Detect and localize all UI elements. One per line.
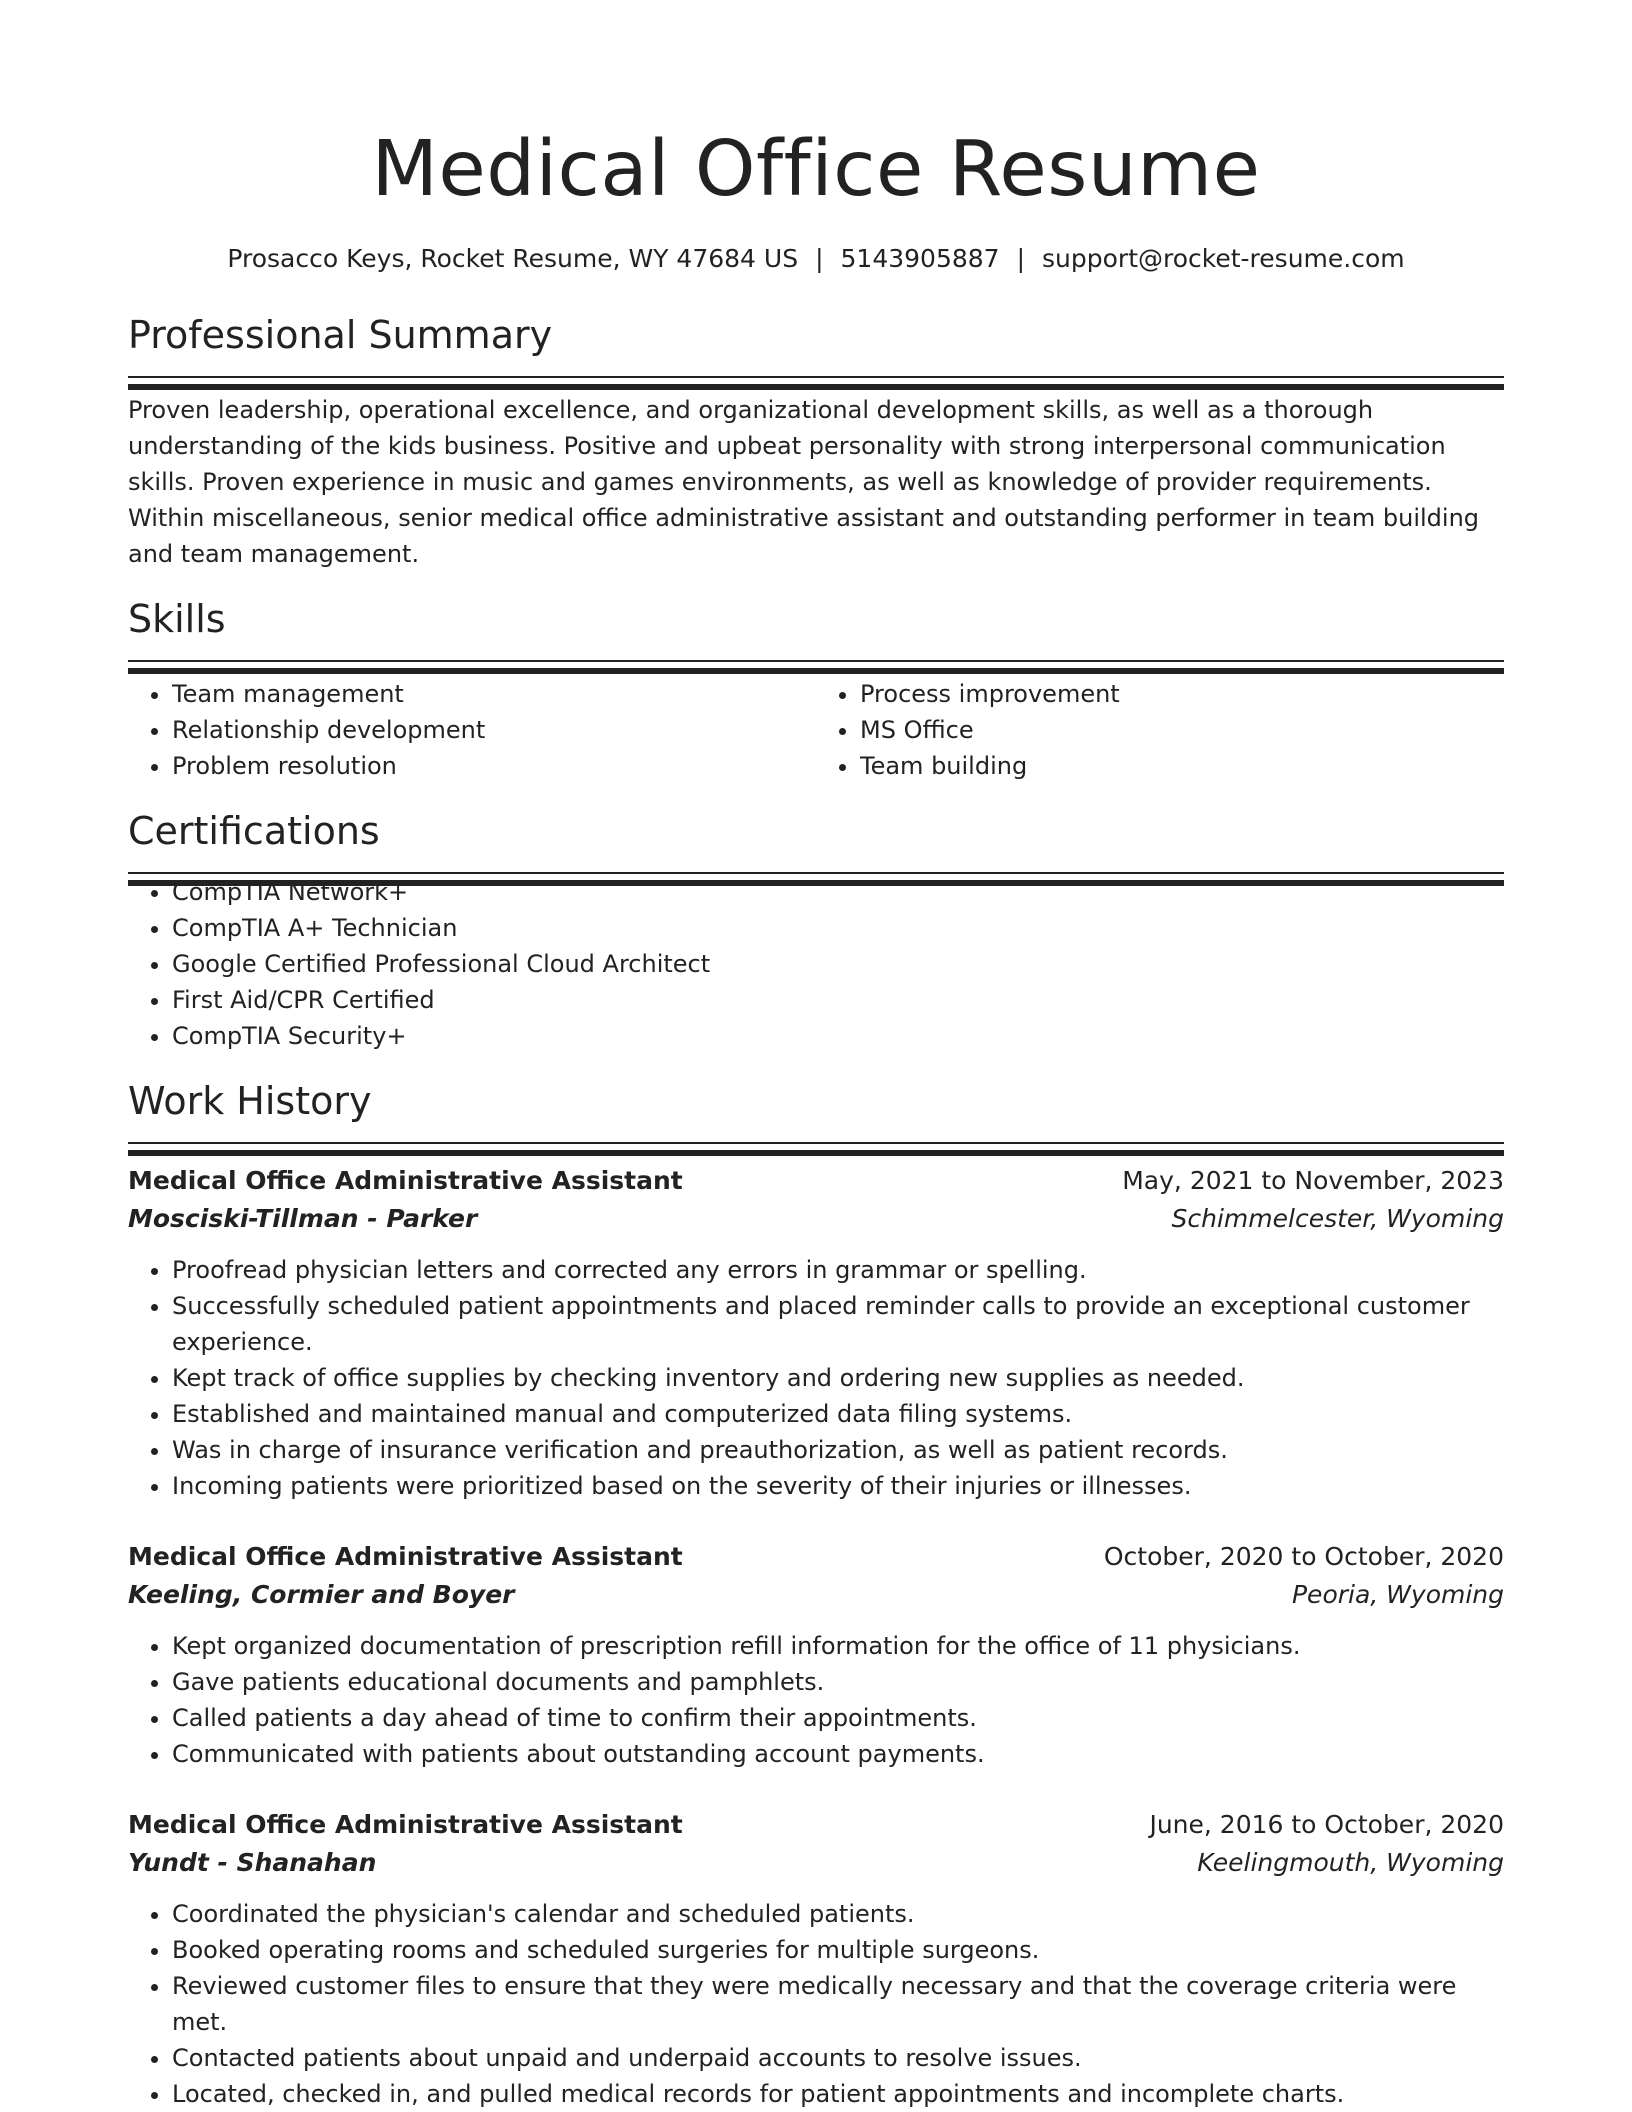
skill-item: • Relationship development (172, 712, 816, 748)
skill-item: • Process improvement (860, 676, 1504, 712)
certifications-list (128, 874, 1504, 1054)
job-duty: • Established and maintained manual and computerized data filing systems. (172, 1396, 1504, 1432)
job-duty: • Incoming patients were prioritized based on the severity of their injuries or illnesses. (172, 1468, 1504, 1504)
job-dates: October, 2020 to October, 2020 (1103, 1542, 1504, 1571)
section-title-work-history: Work History (128, 1079, 372, 1123)
job-subheader-row (128, 1200, 1504, 1238)
section-title-skills: Skills (128, 597, 226, 641)
skill-item: • MS Office (860, 712, 1504, 748)
section-divider (128, 376, 1504, 378)
job-location: Schimmelcester, Wyoming (1171, 1204, 1504, 1233)
job-location: Keelingmouth, Wyoming (1197, 1848, 1504, 1877)
job-duty: • Was in charge of insurance verification and preauthorization, as well as patient records. (172, 1432, 1504, 1468)
certifications-section (128, 806, 1504, 1054)
job-header-row (128, 1806, 1504, 1844)
job-header-row (128, 1162, 1504, 1200)
skills-list-right (816, 676, 1504, 784)
job-duties-list (128, 1896, 1504, 2112)
job-dates: May, 2021 to November, 2023 (1122, 1166, 1504, 1195)
skill-item: • Problem resolution (172, 748, 816, 784)
job-duty: • Contacted patients about unpaid and underpaid accounts to resolve issues. (172, 2040, 1504, 2076)
contact-separator: | (815, 244, 824, 273)
job-duty: • Coordinated the physician's calendar and scheduled patients. (172, 1896, 1504, 1932)
job-company: Yundt - Shanahan (128, 1848, 377, 1877)
job-duty: • Kept organized documentation of prescription refill information for the office of 11 physicians. (172, 1628, 1504, 1664)
skill-item: • Team management (172, 676, 816, 712)
summary-text: Proven leadership, operational excellence, and organizational development skills, as well as a thorough understanding of the kids business. Positive and upbeat personality with strong interpersonal communication skills. Proven experience in music and games environments, as well as knowledge of provider requirements. Within miscellaneous, senior medical office administrative assistant and outstanding performer in team building and team management. (128, 396, 1480, 568)
certification-item: • CompTIA Security+ (172, 1018, 1504, 1054)
job-duty: • Booked operating rooms and scheduled surgeries for multiple surgeons. (172, 1932, 1504, 1968)
job-company: Keeling, Cormier and Boyer (128, 1580, 515, 1609)
job-subheader-row (128, 1576, 1504, 1614)
job-duty: • Successfully scheduled patient appointments and placed reminder calls to provide an exceptional customer experience. (172, 1288, 1504, 1360)
contact-separator: | (1016, 244, 1026, 273)
job-dates: June, 2016 to October, 2020 (1149, 1810, 1504, 1839)
job-duty: • Reviewed customer files to ensure that they were medically necessary and that the coverage criteria were met. (172, 1968, 1504, 2040)
job-duties-list (128, 1252, 1504, 1504)
contact-email: support@rocket-resume.com (1042, 244, 1405, 273)
contact-address: Prosacco Keys, Rocket Resume, WY 47684 US (227, 244, 799, 273)
section-divider (128, 660, 1504, 662)
certification-item: • First Aid/CPR Certified (172, 982, 1504, 1018)
certification-item: • Google Certified Professional Cloud Architect (172, 946, 1504, 982)
job-subheader-row (128, 1844, 1504, 1882)
job-duties-list (128, 1628, 1504, 1772)
skills-list-left (128, 676, 816, 784)
job-title: Medical Office Administrative Assistant (128, 1166, 683, 1195)
job-duty: • Communicated with patients about outstanding account payments. (172, 1736, 1504, 1772)
job-location: Peoria, Wyoming (1291, 1580, 1504, 1609)
certification-item: • CompTIA A+ Technician (172, 910, 1504, 946)
skills-columns (128, 676, 1504, 784)
job-duty: • Proofread physician letters and corrected any errors in grammar or spelling. (172, 1252, 1504, 1288)
job-title: Medical Office Administrative Assistant (128, 1542, 683, 1571)
contact-line (128, 242, 1504, 276)
resume-name: Medical Office Resume (371, 125, 1261, 214)
job-title: Medical Office Administrative Assistant (128, 1810, 683, 1839)
certification-item: • CompTIA Network+ (172, 874, 1504, 910)
work-history-section (128, 1076, 1504, 2112)
skills-section (128, 594, 1504, 784)
job-entry (128, 1162, 1504, 1504)
section-title-certifications: Certifications (128, 809, 380, 853)
skill-item: • Team building (860, 748, 1504, 784)
job-duty: • Gave patients educational documents and pamphlets. (172, 1664, 1504, 1700)
job-entry (128, 1806, 1504, 2112)
job-header-row (128, 1538, 1504, 1576)
contact-phone: 5143905887 (840, 244, 1000, 273)
job-company: Mosciski-Tillman - Parker (128, 1204, 478, 1233)
job-duty: • Kept track of office supplies by checking inventory and ordering new supplies as needed. (172, 1360, 1504, 1396)
job-duty: • Called patients a day ahead of time to confirm their appointments. (172, 1700, 1504, 1736)
summary-section (128, 310, 1504, 572)
job-entry (128, 1538, 1504, 1772)
section-divider (128, 1142, 1504, 1144)
section-title-summary: Professional Summary (128, 313, 553, 357)
job-duty: • Located, checked in, and pulled medical records for patient appointments and incomplete charts. (172, 2076, 1504, 2112)
